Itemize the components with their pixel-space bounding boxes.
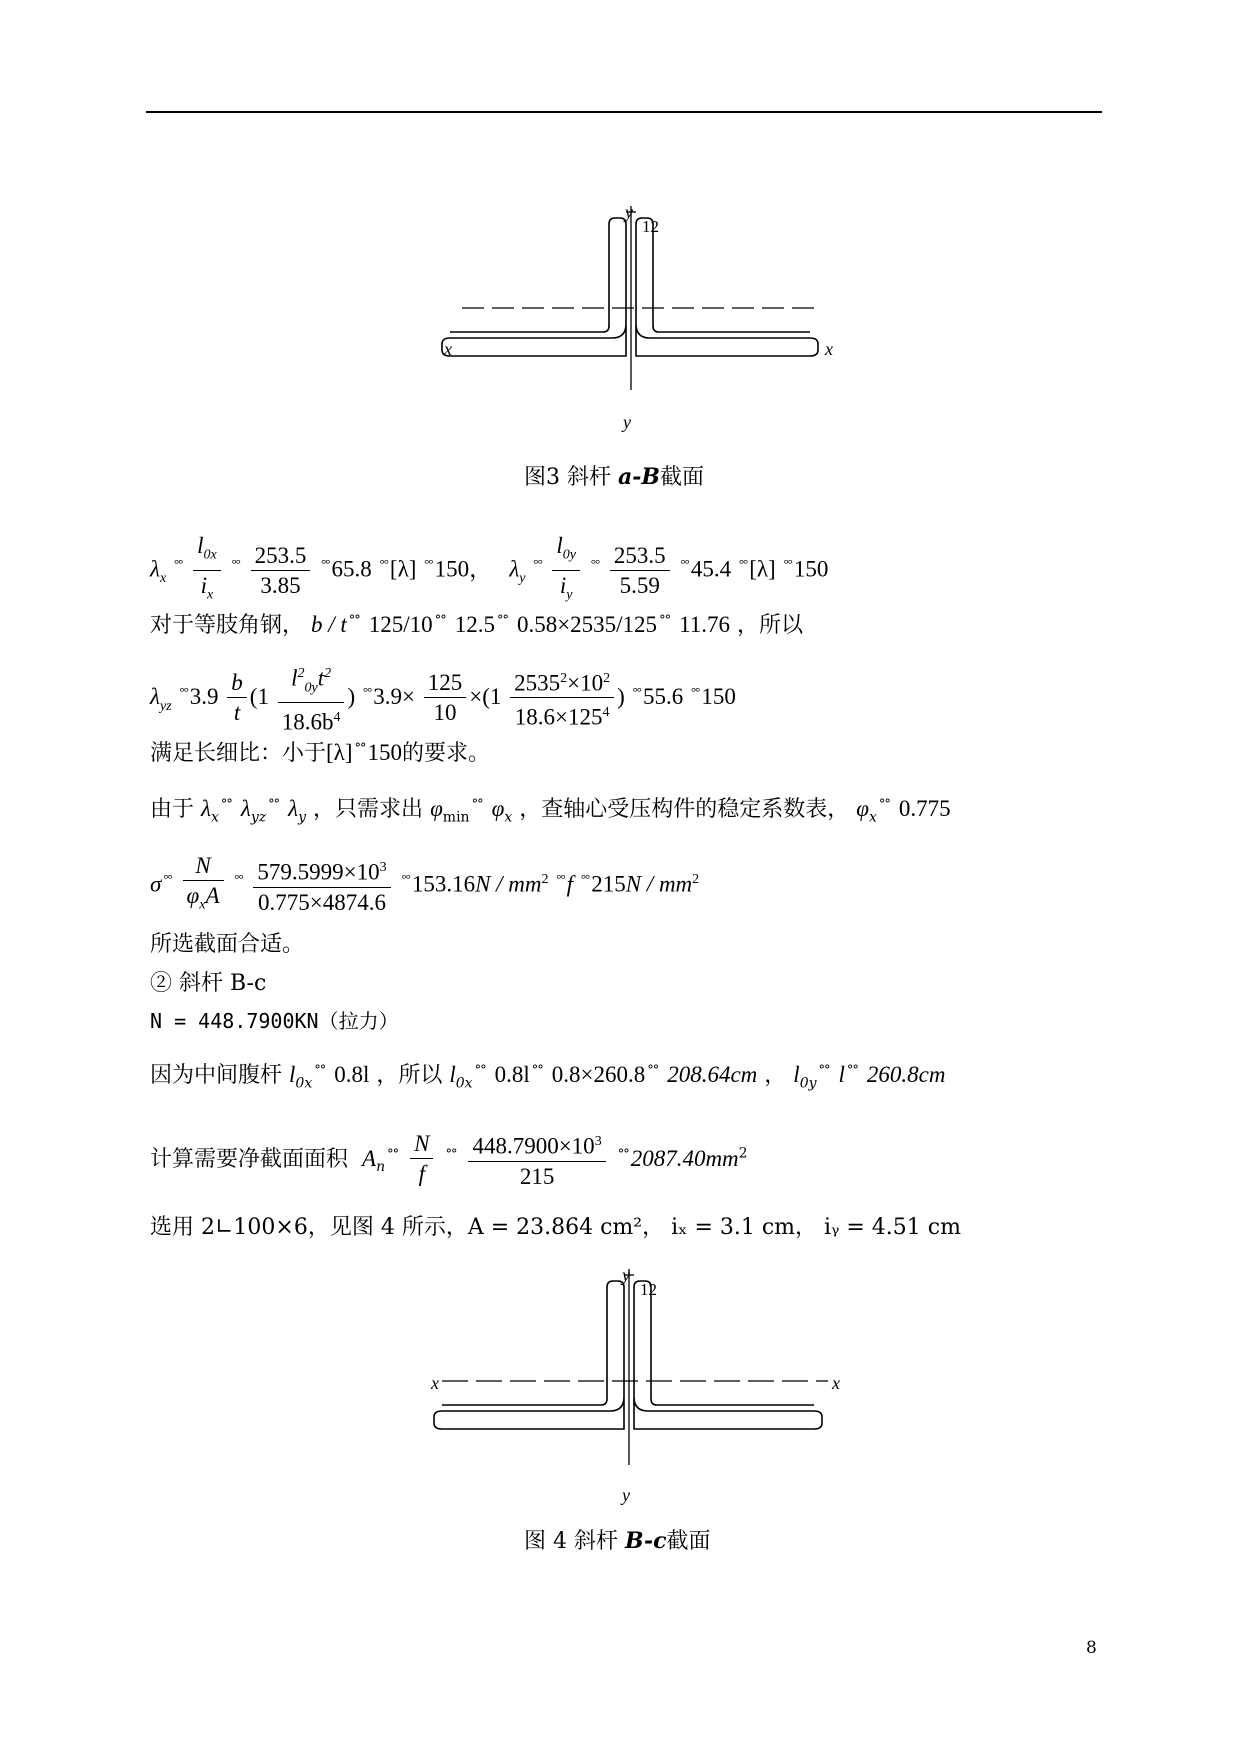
figure4-axis-x-right: x bbox=[832, 1373, 840, 1393]
figure3-axis-y-bottom: y bbox=[623, 412, 631, 432]
figure4-gap-label: 12 bbox=[640, 1280, 657, 1299]
figure4-axis-y-top: y bbox=[622, 1265, 630, 1285]
effective-length-text: 因为中间腹杆 $l_{0x}^{^\circ^\circ}$ 0.8l ，所以 $l_{0x}^{^\circ^\circ}$ 0.8l °° 0.8×260.8 °° 208.64cm ， $l_{0y}^{^\circ^\circ}$ l °° 260.8cm bbox=[150, 1062, 946, 1092]
figure3-axis-x-right: x bbox=[825, 339, 833, 359]
figure-3-caption: 图3 斜杆 a-B截面 bbox=[524, 464, 704, 490]
member-bc-heading: ② 斜杆 B-c bbox=[150, 971, 267, 996]
stability-coefficient-text: 由于 $\lambda_x^{^\circ^\circ}$ $\lambda_{yz}^{^\circ^\circ}$ $\lambda_y$ ，只需求出 $\varphi_{min}^{^\circ^\circ}$ $\varphi_x$ ，查轴心受压构件的稳定系数表， $\varphi_x^{^\circ^\circ}$ 0.775 bbox=[150, 796, 951, 826]
figure3-axis-y-top: y bbox=[625, 202, 633, 222]
slenderness-satisfied-text: 满足长细比：小于[λ] °°150的要求。 bbox=[150, 740, 491, 766]
header-rule bbox=[146, 111, 1102, 113]
figure-3-section-drawing bbox=[440, 202, 840, 432]
page-number: 8 bbox=[1086, 1638, 1097, 1658]
axial-force-text: N = 448.7900KN（拉力） bbox=[150, 1009, 399, 1033]
equal-leg-check: 对于等肢角钢， b / t °° 125/10 °° 12.5 °° 0.58×2535/125 °° 11.76 ，所以 bbox=[150, 612, 803, 638]
right-angle-outline bbox=[634, 1281, 822, 1429]
figure3-axis-x-left: x bbox=[444, 339, 452, 359]
figure-4-section-drawing bbox=[428, 1265, 848, 1505]
figure3-gap-label: 12 bbox=[642, 217, 659, 236]
slenderness-equation: $\lambda_x$ °° $\frac{l_{0x}}{i_x}$ °° $\frac{253.5}{3.85}$ °°65.8 °°[λ] °°150， $\lambda_y$ °° $\frac{l_{0y}}{i_y}$ °° $\frac{253.5}{5.59}$ °°45.4 °°[λ] °°150 bbox=[150, 533, 829, 603]
net-area-equation: 计算需要净截面面积 $A_n^{^\circ^\circ}$ $\frac{N}{f}$ °° $\frac{448.7900\times 10^3}{215}$ $^{^\circ^\circ}2087.40mm^2$ bbox=[150, 1128, 748, 1192]
section-selection-text: 选用 2∟100×6，见图 4 所示，A = 23.864 cm²， iₓ = 3.1 cm， iᵧ = 4.51 cm bbox=[150, 1215, 961, 1240]
section-suitable-text: 所选截面合适。 bbox=[150, 932, 305, 957]
left-angle-outline bbox=[434, 1281, 624, 1429]
right-angle-outline bbox=[636, 218, 818, 356]
figure4-axis-y-bottom: y bbox=[622, 1485, 630, 1505]
figure4-axis-x-left: x bbox=[431, 1373, 439, 1393]
stress-equation: σ °° $\frac{N}{\varphi_xA}$ °° $\frac{579.5999\times 10^3}{0.775\times 4874.6}$ $^{^\circ^\circ}153.16N / mm^2$ °°f $^{^\circ^\circ}215N / mm^2$ bbox=[150, 853, 700, 916]
left-angle-outline bbox=[442, 218, 626, 356]
lambda-yz-equation: $\lambda_{yz}$ °°3.9 $\frac{b}{t}$ (1 $\frac{l^2_{0y}t^2}{18.6b^4}$ ) °°3.9× $\frac{125}{10}$ ×(1 $\frac{2535^2\times 10^2}{18.6\times 125^4}$ ) °°55.6 °°150 bbox=[150, 660, 736, 738]
figure-4-caption: 图 4 斜杆 B-c截面 bbox=[524, 1528, 711, 1554]
